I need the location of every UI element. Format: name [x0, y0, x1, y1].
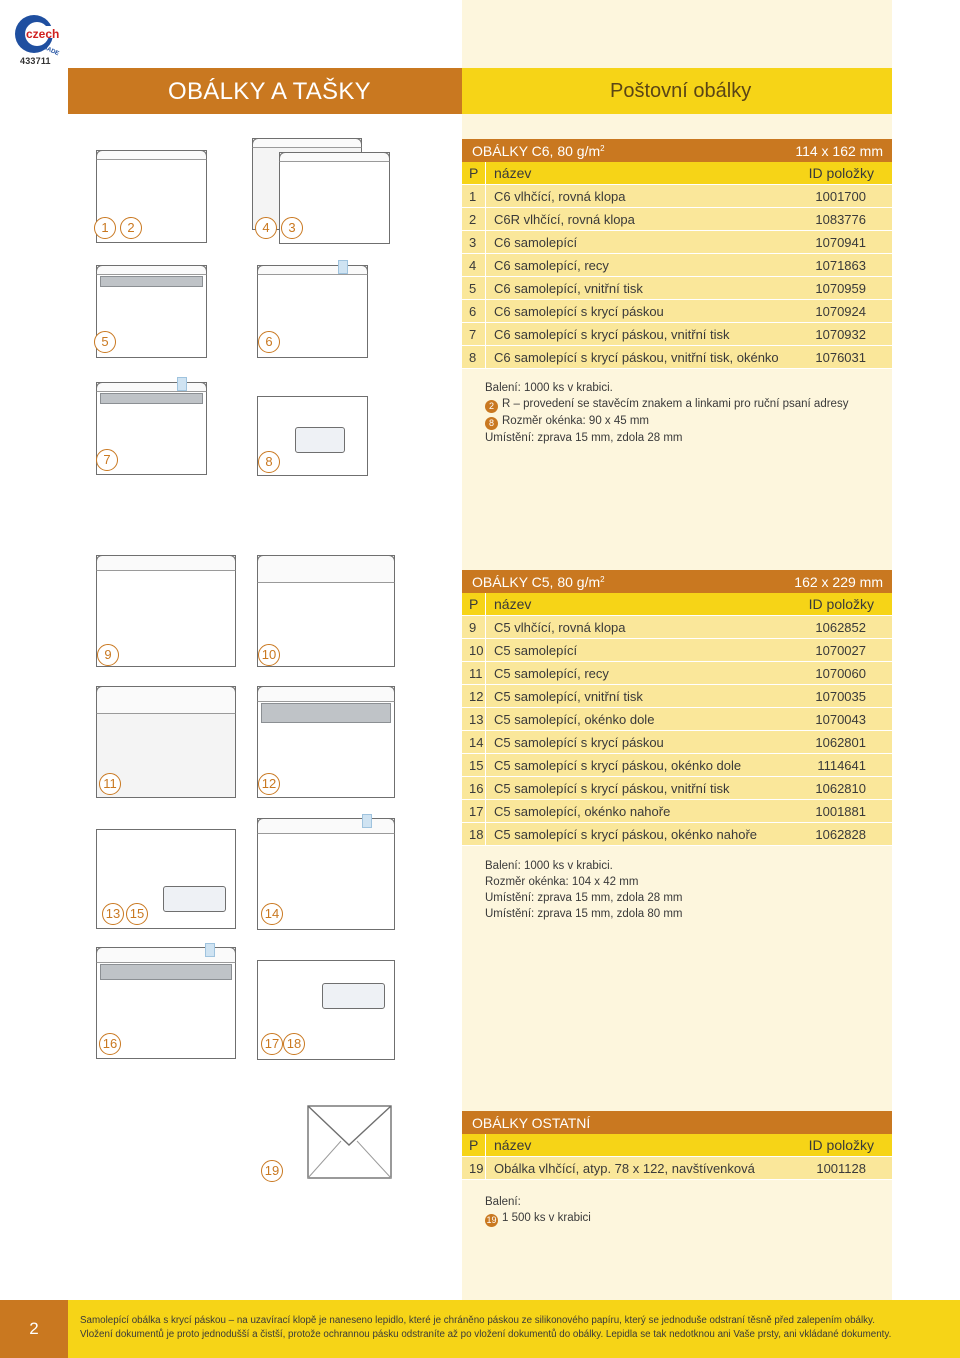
other-table [462, 1111, 892, 1180]
row-name: Obálka vlhčící, atyp. 78 x 122, navštívenková [494, 1160, 755, 1176]
row-name: C6 samolepící s krycí páskou, vnitřní tisk [494, 326, 730, 342]
row-name: C6 samolepící [494, 234, 578, 250]
row-name: C5 samolepící s krycí páskou [494, 734, 664, 750]
row-name: C6 vlhčící, rovná klopa [494, 188, 626, 204]
row-name: C6 samolepící s krycí páskou [494, 303, 664, 319]
col-name: název [494, 1137, 532, 1153]
row-id: 1001128 [816, 1160, 866, 1176]
envelope-label: 4 [255, 217, 277, 239]
envelope-flap [257, 265, 368, 275]
envelope-label: 19 [261, 1160, 283, 1182]
envelope-label: 9 [97, 644, 119, 666]
c6-notes [485, 380, 848, 446]
col-p: P [462, 1134, 486, 1156]
row-id: 1070035 [815, 688, 866, 704]
row-id: 1001881 [815, 803, 866, 819]
row-id: 1070941 [815, 234, 866, 250]
row-p: 16 [462, 777, 486, 799]
row-name: C5 samolepící, recy [494, 665, 609, 681]
row-p: 10 [462, 639, 486, 661]
row-id: 1114641 [817, 757, 866, 773]
col-id: ID položky [808, 1137, 874, 1153]
c6-note-window: 8 Rozměr okénka: 90 x 45 mm [485, 413, 848, 430]
envelope-label: 10 [258, 644, 280, 666]
row-id: 1070924 [815, 303, 866, 319]
row-id: 1070043 [815, 711, 866, 727]
badge-2: 2 [485, 400, 498, 413]
page-number: 2 [0, 1300, 68, 1358]
other-note-qty: 19 1 500 ks v krabici [486, 1212, 591, 1225]
envelope-label: 3 [281, 217, 303, 239]
row-id: 1062828 [815, 826, 866, 842]
table-row [462, 731, 892, 754]
c6-table [462, 139, 892, 369]
envelope-flap [96, 150, 207, 160]
badge-8: 8 [485, 417, 498, 430]
logo-brand-text: czech [26, 27, 60, 41]
c5-note-window: Rozměr okénka: 104 x 42 mm [485, 876, 639, 888]
cover-tape [338, 260, 348, 274]
row-p: 14 [462, 731, 486, 753]
logo-sub-text: MADE [41, 44, 60, 58]
envelope-inner-print [100, 393, 203, 404]
envelope-label: 18 [283, 1033, 305, 1055]
envelope-19 [307, 1105, 392, 1179]
other-title: OBÁLKY OSTATNÍ [472, 1114, 591, 1131]
row-name: C5 samolepící s krycí páskou, vnitřní tisk [494, 780, 730, 796]
row-id: 1062852 [815, 619, 866, 635]
c5-table [462, 570, 892, 846]
envelope-label: 15 [126, 903, 148, 925]
envelope-label: 16 [99, 1033, 121, 1055]
table-row [462, 300, 892, 323]
row-name: C5 samolepící s krycí páskou, okénko nahoře [494, 826, 758, 842]
table-row [462, 708, 892, 731]
c5-notes [485, 858, 682, 922]
envelope-flap [257, 686, 395, 702]
envelope-flap [252, 138, 362, 148]
row-p: 2 [462, 208, 486, 230]
row-p: 11 [462, 662, 486, 684]
envelope-flap [257, 818, 395, 834]
footer-text [80, 1314, 950, 1342]
envelope-label: 7 [96, 449, 118, 471]
table-row [462, 616, 892, 639]
envelope-window [163, 886, 226, 912]
envelope-label: 14 [261, 903, 283, 925]
footer-line-1: Samolepící obálka s krycí páskou – na uzavírací klopě je naneseno lepidlo, které je chráněno páskou ze silikonového papíru, který se jednoduše odstraní těsně před zalepením obálky. [80, 1315, 875, 1326]
c5-note-position-2: Umístění: zprava 15 mm, zdola 80 mm [485, 908, 683, 920]
row-name: C6 samolepící, recy [494, 257, 609, 273]
c6-note-position: Umístění: zprava 15 mm, zdola 28 mm [485, 432, 683, 444]
envelope-label: 17 [261, 1033, 283, 1055]
row-p: 5 [462, 277, 486, 299]
row-p: 8 [462, 346, 486, 368]
envelope-flap [96, 686, 236, 714]
table-row [462, 1157, 892, 1180]
table-row [462, 800, 892, 823]
row-p: 1 [462, 185, 486, 207]
table-row [462, 323, 892, 346]
envelope-label: 12 [258, 773, 280, 795]
table-row [462, 277, 892, 300]
page-subtitle: Poštovní obálky [610, 80, 752, 102]
row-id: 1062801 [815, 734, 866, 750]
cover-tape [205, 943, 215, 957]
row-p: 4 [462, 254, 486, 276]
c5-size: 162 x 229 mm [794, 573, 883, 590]
envelope-label: 1 [94, 217, 116, 239]
envelope-label: 5 [94, 331, 116, 353]
table-row [462, 823, 892, 846]
row-id: 1070060 [815, 665, 866, 681]
row-id: 1070027 [815, 642, 866, 658]
envelope-flap [257, 555, 395, 583]
logo-code: 433711 [20, 56, 51, 66]
c6-table-header [462, 139, 892, 162]
row-id: 1070932 [815, 326, 866, 342]
envelope-inner-print [100, 964, 232, 980]
footer-line-2: Vložení dokumentů je proto jednodušší a čistší, protože ochrannou pásku odstraníte až po vložení dokumentů do obálky. Lepidla se tak nedotknou ani Vaše prsty, ani vkládané dokumenty. [80, 1329, 892, 1340]
table-row [462, 208, 892, 231]
other-note-packaging: Balení: [485, 1196, 521, 1208]
envelope-inner-print [100, 276, 203, 287]
envelope-label: 8 [258, 451, 280, 473]
envelope-label: 13 [102, 903, 124, 925]
table-row [462, 662, 892, 685]
c5-table-header [462, 570, 892, 593]
row-name: C5 samolepící [494, 642, 578, 658]
table-row [462, 185, 892, 208]
row-id: 1076031 [815, 349, 866, 365]
table-row [462, 346, 892, 369]
row-p: 9 [462, 616, 486, 638]
row-id: 1001700 [815, 188, 866, 204]
row-p: 18 [462, 823, 486, 845]
table-row [462, 754, 892, 777]
other-column-headers [462, 1134, 892, 1157]
table-row [462, 254, 892, 277]
col-p: P [462, 162, 486, 184]
c6-note-packaging: Balení: 1000 ks v krabici. [485, 382, 613, 394]
envelope-flap [279, 152, 390, 162]
row-id: 1062810 [815, 780, 866, 796]
row-id: 1083776 [815, 211, 866, 227]
envelope-label: 11 [99, 773, 121, 795]
c5-column-headers [462, 593, 892, 616]
table-row [462, 639, 892, 662]
c5-title: OBÁLKY C5, 80 $g/m^2$ [472, 573, 605, 590]
cover-tape [177, 377, 187, 391]
other-notes [485, 1194, 591, 1227]
table-row [462, 231, 892, 254]
row-p: 12 [462, 685, 486, 707]
row-name: C6 samolepící s krycí páskou, vnitřní tisk, okénko [494, 349, 779, 365]
row-p: 17 [462, 800, 486, 822]
envelope-label: 6 [258, 331, 280, 353]
row-id: 1070959 [815, 280, 866, 296]
row-name: C5 samolepící s krycí páskou, okénko dole [494, 757, 742, 773]
envelope-flap [96, 265, 207, 275]
page-title: OBÁLKY A TAŠKY [168, 78, 371, 105]
row-name: C5 samolepící, okénko nahoře [494, 803, 671, 819]
row-name: C5 vlhčící, rovná klopa [494, 619, 626, 635]
col-name: název [494, 596, 532, 612]
row-name: C5 samolepící, okénko dole [494, 711, 655, 727]
table-row [462, 685, 892, 708]
envelope-flap [96, 382, 207, 392]
row-p: 7 [462, 323, 486, 345]
row-id: 1071863 [815, 257, 866, 273]
col-id: ID položky [808, 165, 874, 181]
row-p: 13 [462, 708, 486, 730]
col-p: P [462, 593, 486, 615]
c6-title: OBÁLKY C6, 80 $g/m^2$ [472, 142, 605, 159]
row-name: C6 samolepící, vnitřní tisk [494, 280, 643, 296]
c6-note-r: 2 R – provedení se stavěcím znakem a linkami pro ruční psaní adresy [485, 396, 848, 413]
col-id: ID položky [808, 596, 874, 612]
c6-size: 114 x 162 mm [795, 142, 883, 159]
other-table-header [462, 1111, 892, 1134]
envelope-window [295, 427, 345, 453]
cover-tape [362, 814, 372, 828]
c6-column-headers [462, 162, 892, 185]
row-name: C5 samolepící, vnitřní tisk [494, 688, 643, 704]
envelope-window [322, 983, 385, 1009]
c5-note-position-1: Umístění: zprava 15 mm, zdola 28 mm [485, 892, 683, 904]
row-p: 19 [462, 1157, 486, 1179]
envelope-inner-print [261, 703, 391, 723]
row-p: 15 [462, 754, 486, 776]
col-name: název [494, 165, 532, 181]
envelope-flap [96, 947, 236, 963]
c5-note-packaging: Balení: 1000 ks v krabici. [485, 860, 613, 872]
table-row [462, 777, 892, 800]
envelope-flap [96, 555, 236, 571]
badge-19: 19 [486, 1215, 497, 1225]
envelope-label: 2 [120, 217, 142, 239]
row-name: C6R vlhčící, rovná klopa [494, 211, 635, 227]
row-p: 6 [462, 300, 486, 322]
row-p: 3 [462, 231, 486, 253]
